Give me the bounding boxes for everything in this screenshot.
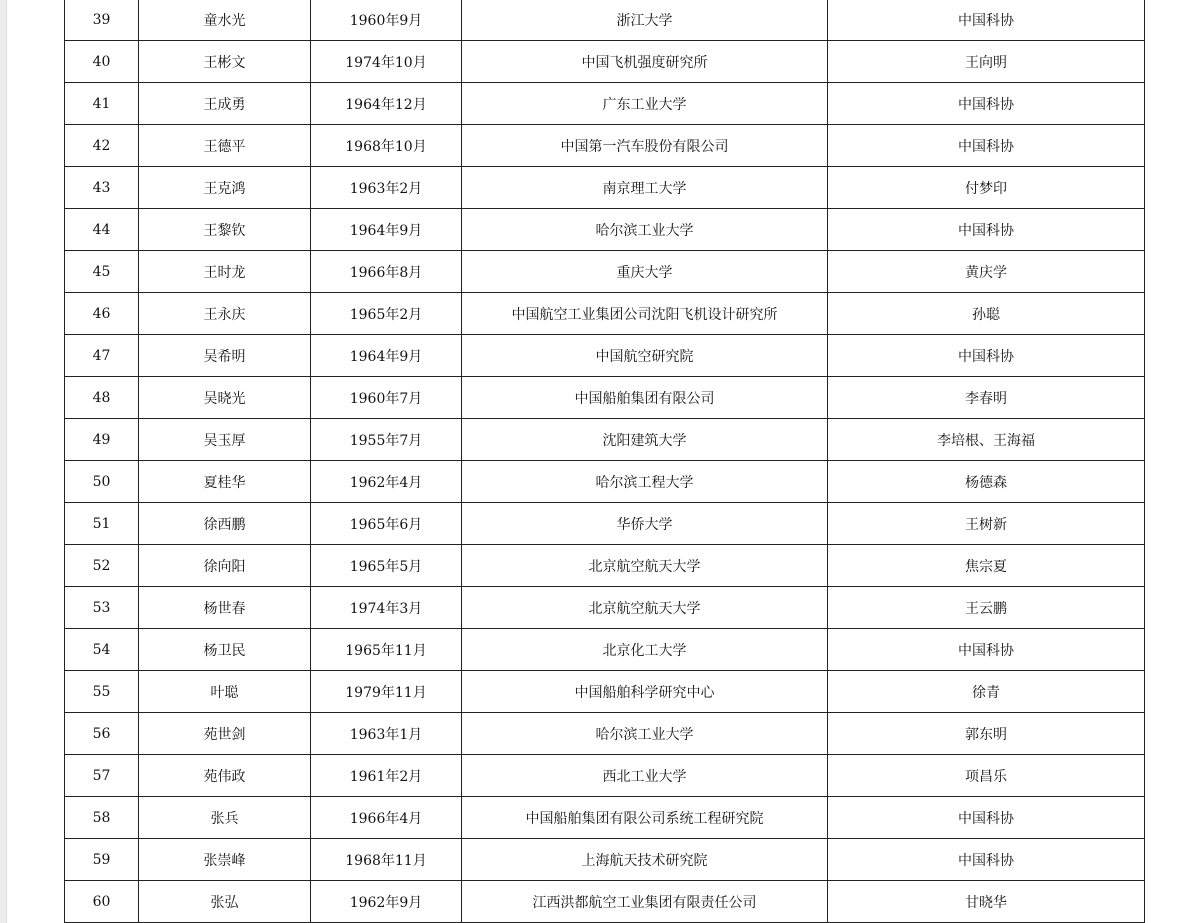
- row-number-cell: 45: [65, 251, 139, 293]
- name-cell: 童水光: [139, 0, 311, 41]
- table-row: [65, 503, 1145, 545]
- name-cell: 叶聪: [139, 671, 311, 713]
- organization-cell: 江西洪都航空工业集团有限责任公司: [462, 881, 828, 923]
- recommender-cell: 中国科协: [828, 839, 1145, 881]
- organization-cell: 中国航空工业集团公司沈阳飞机设计研究所: [462, 293, 828, 335]
- name-cell: 吴希明: [139, 335, 311, 377]
- birth-date-cell: 1968年11月: [311, 839, 462, 881]
- row-number-cell: 60: [65, 881, 139, 923]
- table-row: [65, 671, 1145, 713]
- name-cell: 王时龙: [139, 251, 311, 293]
- table-row: [65, 839, 1145, 881]
- table-row: [65, 881, 1145, 923]
- birth-date-cell: 1955年7月: [311, 419, 462, 461]
- row-number-cell: 41: [65, 83, 139, 125]
- row-number-cell: 56: [65, 713, 139, 755]
- birth-date-cell: 1963年2月: [311, 167, 462, 209]
- name-cell: 张弘: [139, 881, 311, 923]
- nominee-table: [64, 0, 1145, 923]
- birth-date-cell: 1965年5月: [311, 545, 462, 587]
- table-row: [65, 629, 1145, 671]
- recommender-cell: 项昌乐: [828, 755, 1145, 797]
- row-number-cell: 50: [65, 461, 139, 503]
- left-margin-shade: [0, 0, 7, 923]
- recommender-cell: 中国科协: [828, 125, 1145, 167]
- row-number-cell: 42: [65, 125, 139, 167]
- organization-cell: 浙江大学: [462, 0, 828, 41]
- table-row: [65, 0, 1145, 41]
- row-number-cell: 52: [65, 545, 139, 587]
- row-number-cell: 40: [65, 41, 139, 83]
- name-cell: 徐向阳: [139, 545, 311, 587]
- recommender-cell: 中国科协: [828, 209, 1145, 251]
- recommender-cell: 郭东明: [828, 713, 1145, 755]
- name-cell: 王永庆: [139, 293, 311, 335]
- organization-cell: 西北工业大学: [462, 755, 828, 797]
- recommender-cell: 王向明: [828, 41, 1145, 83]
- table-row: [65, 419, 1145, 461]
- organization-cell: 中国船舶科学研究中心: [462, 671, 828, 713]
- table-row: [65, 377, 1145, 419]
- recommender-cell: 甘晓华: [828, 881, 1145, 923]
- table-body: [65, 0, 1145, 923]
- birth-date-cell: 1979年11月: [311, 671, 462, 713]
- table-row: [65, 713, 1145, 755]
- organization-cell: 哈尔滨工业大学: [462, 713, 828, 755]
- table-row: [65, 335, 1145, 377]
- row-number-cell: 57: [65, 755, 139, 797]
- recommender-cell: 付梦印: [828, 167, 1145, 209]
- organization-cell: 中国船舶集团有限公司: [462, 377, 828, 419]
- organization-cell: 中国船舶集团有限公司系统工程研究院: [462, 797, 828, 839]
- name-cell: 夏桂华: [139, 461, 311, 503]
- birth-date-cell: 1960年7月: [311, 377, 462, 419]
- name-cell: 王黎钦: [139, 209, 311, 251]
- row-number-cell: 55: [65, 671, 139, 713]
- organization-cell: 北京化工大学: [462, 629, 828, 671]
- table-row: [65, 83, 1145, 125]
- recommender-cell: 中国科协: [828, 83, 1145, 125]
- row-number-cell: 49: [65, 419, 139, 461]
- name-cell: 王彬文: [139, 41, 311, 83]
- birth-date-cell: 1964年9月: [311, 209, 462, 251]
- birth-date-cell: 1963年1月: [311, 713, 462, 755]
- organization-cell: 北京航空航天大学: [462, 545, 828, 587]
- recommender-cell: 黄庆学: [828, 251, 1145, 293]
- recommender-cell: 中国科协: [828, 629, 1145, 671]
- name-cell: 张兵: [139, 797, 311, 839]
- name-cell: 王克鸿: [139, 167, 311, 209]
- name-cell: 苑伟政: [139, 755, 311, 797]
- organization-cell: 南京理工大学: [462, 167, 828, 209]
- recommender-cell: 中国科协: [828, 0, 1145, 41]
- table-row: [65, 461, 1145, 503]
- birth-date-cell: 1960年9月: [311, 0, 462, 41]
- recommender-cell: 王云鹏: [828, 587, 1145, 629]
- table-row: [65, 293, 1145, 335]
- name-cell: 吴晓光: [139, 377, 311, 419]
- recommender-cell: 徐青: [828, 671, 1145, 713]
- organization-cell: 中国第一汽车股份有限公司: [462, 125, 828, 167]
- table-row: [65, 545, 1145, 587]
- recommender-cell: 孙聪: [828, 293, 1145, 335]
- table-row: [65, 209, 1145, 251]
- row-number-cell: 44: [65, 209, 139, 251]
- row-number-cell: 59: [65, 839, 139, 881]
- birth-date-cell: 1965年11月: [311, 629, 462, 671]
- organization-cell: 哈尔滨工程大学: [462, 461, 828, 503]
- name-cell: 杨卫民: [139, 629, 311, 671]
- name-cell: 苑世剑: [139, 713, 311, 755]
- row-number-cell: 53: [65, 587, 139, 629]
- row-number-cell: 48: [65, 377, 139, 419]
- name-cell: 王德平: [139, 125, 311, 167]
- table-row: [65, 125, 1145, 167]
- birth-date-cell: 1974年10月: [311, 41, 462, 83]
- recommender-cell: 中国科协: [828, 797, 1145, 839]
- birth-date-cell: 1966年8月: [311, 251, 462, 293]
- row-number-cell: 39: [65, 0, 139, 41]
- recommender-cell: 杨德森: [828, 461, 1145, 503]
- table-row: [65, 587, 1145, 629]
- birth-date-cell: 1965年6月: [311, 503, 462, 545]
- birth-date-cell: 1974年3月: [311, 587, 462, 629]
- row-number-cell: 51: [65, 503, 139, 545]
- organization-cell: 中国航空研究院: [462, 335, 828, 377]
- table-row: [65, 251, 1145, 293]
- birth-date-cell: 1964年9月: [311, 335, 462, 377]
- table-row: [65, 41, 1145, 83]
- birth-date-cell: 1961年2月: [311, 755, 462, 797]
- name-cell: 王成勇: [139, 83, 311, 125]
- birth-date-cell: 1965年2月: [311, 293, 462, 335]
- row-number-cell: 54: [65, 629, 139, 671]
- organization-cell: 华侨大学: [462, 503, 828, 545]
- name-cell: 张崇峰: [139, 839, 311, 881]
- row-number-cell: 46: [65, 293, 139, 335]
- birth-date-cell: 1968年10月: [311, 125, 462, 167]
- organization-cell: 重庆大学: [462, 251, 828, 293]
- organization-cell: 北京航空航天大学: [462, 587, 828, 629]
- table-row: [65, 797, 1145, 839]
- recommender-cell: 王树新: [828, 503, 1145, 545]
- row-number-cell: 58: [65, 797, 139, 839]
- recommender-cell: 焦宗夏: [828, 545, 1145, 587]
- name-cell: 吴玉厚: [139, 419, 311, 461]
- organization-cell: 沈阳建筑大学: [462, 419, 828, 461]
- organization-cell: 上海航天技术研究院: [462, 839, 828, 881]
- table-row: [65, 167, 1145, 209]
- recommender-cell: 李春明: [828, 377, 1145, 419]
- birth-date-cell: 1962年4月: [311, 461, 462, 503]
- row-number-cell: 43: [65, 167, 139, 209]
- name-cell: 杨世春: [139, 587, 311, 629]
- organization-cell: 中国飞机强度研究所: [462, 41, 828, 83]
- row-number-cell: 47: [65, 335, 139, 377]
- birth-date-cell: 1964年12月: [311, 83, 462, 125]
- recommender-cell: 李培根、王海福: [828, 419, 1145, 461]
- table-row: [65, 755, 1145, 797]
- birth-date-cell: 1962年9月: [311, 881, 462, 923]
- birth-date-cell: 1966年4月: [311, 797, 462, 839]
- organization-cell: 哈尔滨工业大学: [462, 209, 828, 251]
- name-cell: 徐西鹏: [139, 503, 311, 545]
- recommender-cell: 中国科协: [828, 335, 1145, 377]
- organization-cell: 广东工业大学: [462, 83, 828, 125]
